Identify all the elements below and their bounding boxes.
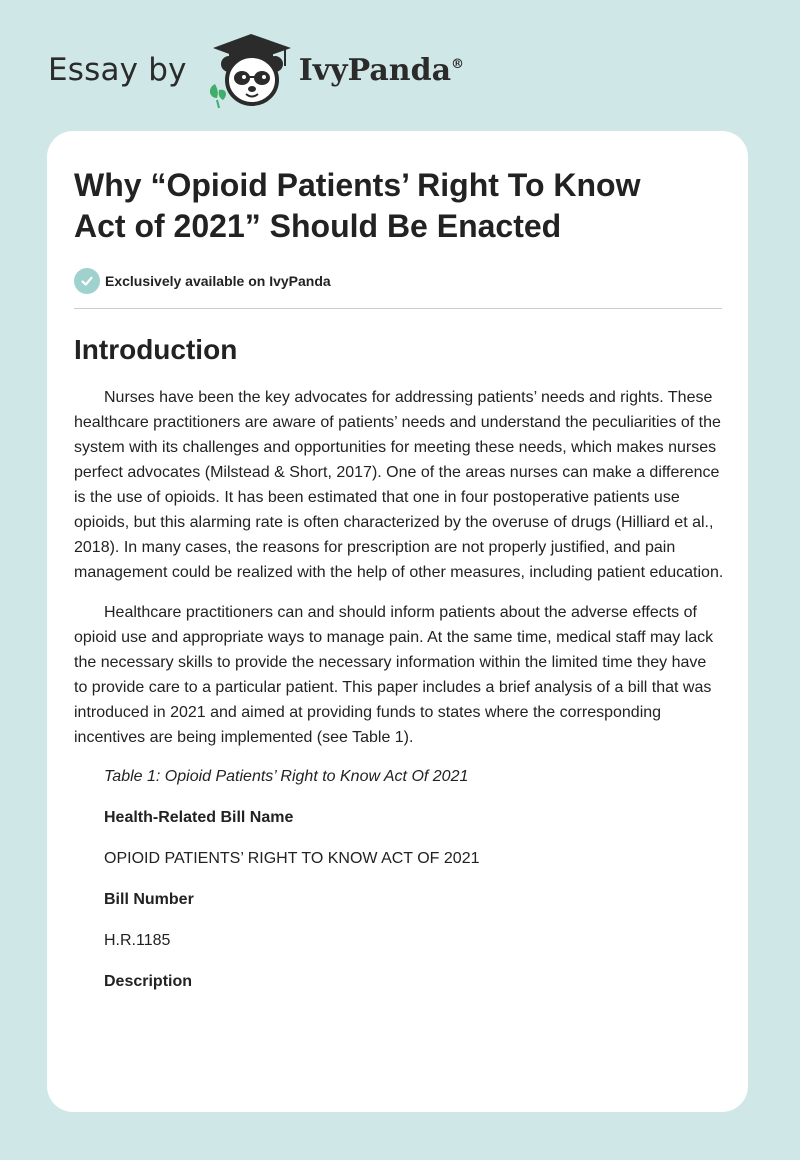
bill-table bbox=[74, 767, 722, 992]
table-row-label: Description bbox=[104, 973, 193, 990]
table-row-label: Bill Number bbox=[104, 891, 194, 908]
brand-name: IvyPanda® bbox=[298, 52, 465, 88]
table-row-value: H.R.1185 bbox=[104, 932, 171, 949]
section-heading: Introduction bbox=[74, 334, 238, 365]
table-caption: Table 1: Opioid Patients’ Right to Know Act Of 2021 bbox=[104, 768, 469, 785]
essay-card bbox=[47, 131, 748, 1112]
panda-mascot-icon bbox=[205, 30, 297, 110]
exclusive-label: Exclusively available on IvyPanda bbox=[105, 273, 331, 289]
check-circle-icon bbox=[74, 268, 100, 294]
essay-title: Why “Opioid Patients’ Right To Know Act of 2021” Should Be Enacted bbox=[74, 167, 641, 244]
table-row-value: OPIOID PATIENTS’ RIGHT TO KNOW ACT OF 2021 bbox=[104, 850, 480, 867]
table-row-label: Health-Related Bill Name bbox=[104, 809, 294, 826]
paragraph: Nurses have been the key advocates for addressing patients’ needs and rights. These healthcare practitioners are aware of patients’ needs and understand the peculiarities of the system with its challenges and opportunities for meeting these needs, which makes nurses perfect advocates (Milstead & Short, 2017). One of the areas nurses can make a difference is the use of opioids. It has been estimated that one in four postoperative patients use opioids, but this alarming rate is often characterized by the overuse of drugs (Hilliard et al., 2018). In many cases, the reasons for prescription are not properly justified, and pain management could be realized with the help of other measures, including patient education. bbox=[74, 389, 724, 581]
divider bbox=[74, 308, 722, 309]
logo-prefix-text: Essay by bbox=[48, 52, 187, 88]
paragraph: Healthcare practitioners can and should inform patients about the adverse effects of opioid use and appropriate ways to manage pain. At the same time, medical staff may lack the necessary skills to provide the necessary information within the limited time they have to provide care to a particular patient. This paper includes a brief analysis of a bill that was introduced in 2021 and aimed at providing funds to states where the corresponding incentives are being implemented (see Table 1). bbox=[74, 604, 714, 746]
site-logo[interactable] bbox=[48, 30, 464, 110]
exclusive-notice bbox=[74, 267, 722, 295]
